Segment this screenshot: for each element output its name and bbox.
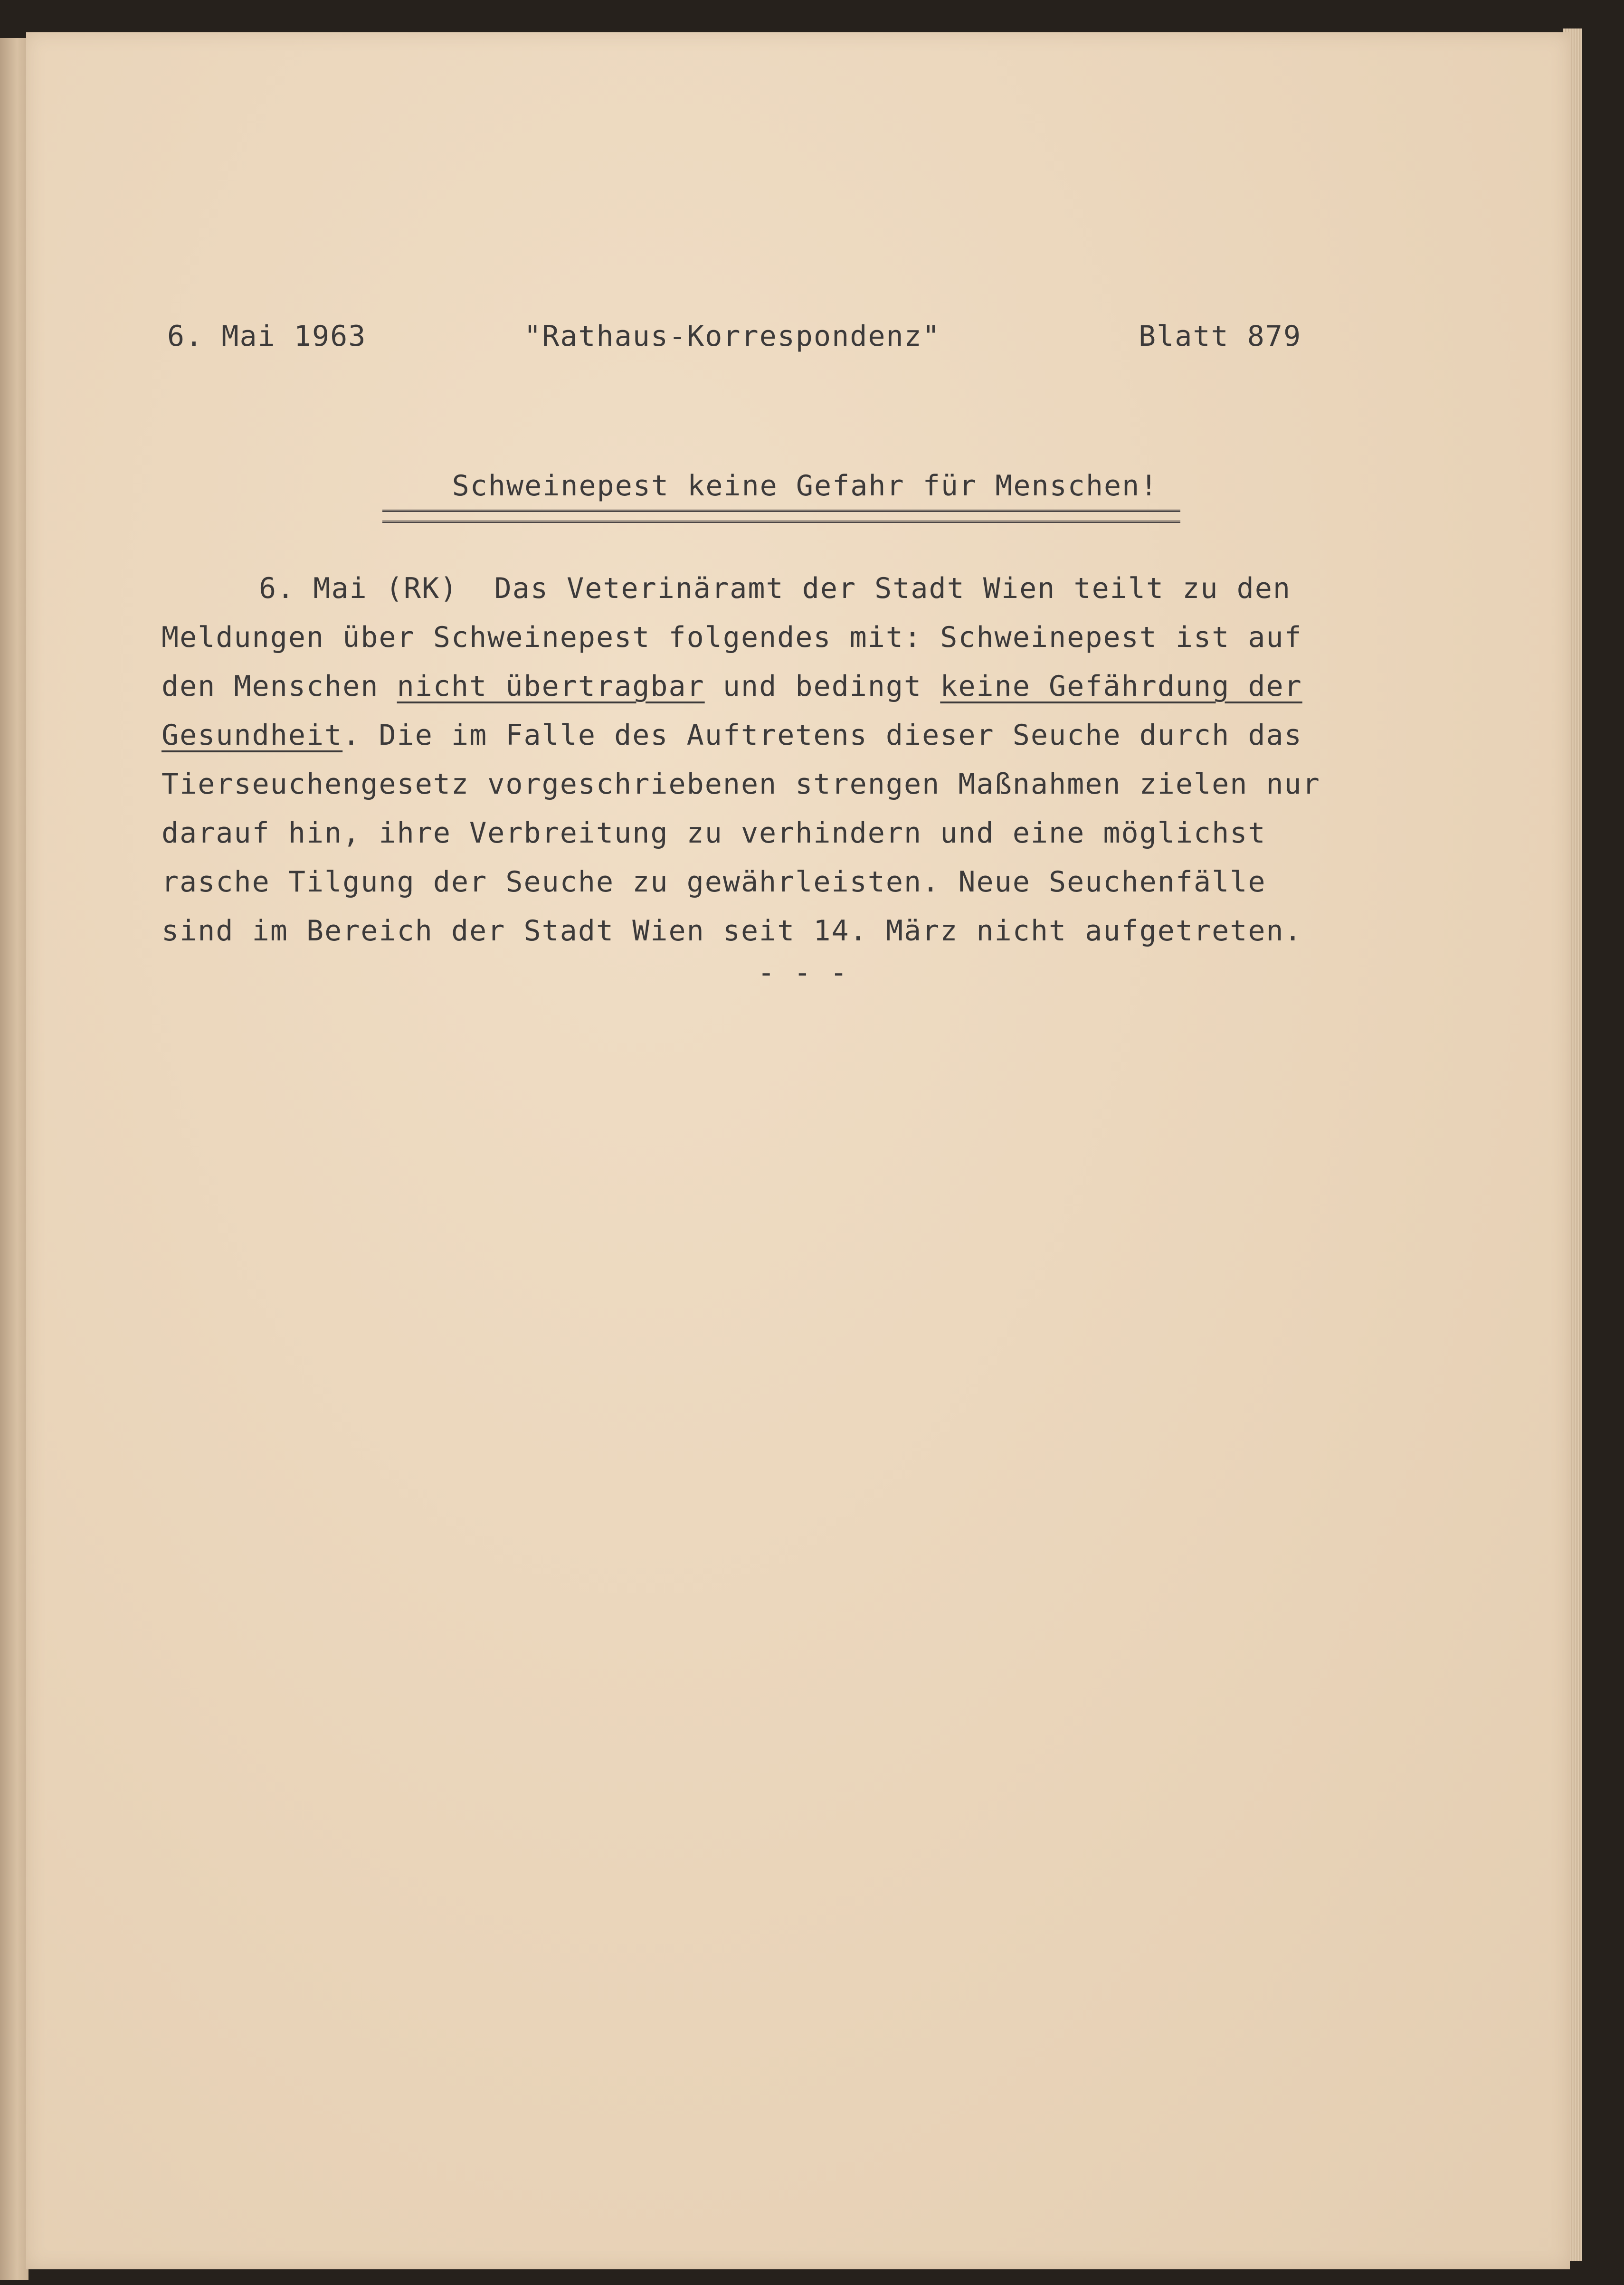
body-line-7: rasche Tilgung der Seuche zu gewährleisten. Neue Seuchenfälle bbox=[161, 865, 1266, 899]
body-line-8: sind im Bereich der Stadt Wien seit 14. März nicht aufgetreten. bbox=[161, 914, 1302, 948]
body-line-1: 6. Mai (RK) Das Veterinäramt der Stadt Wien teilt zu den bbox=[259, 572, 1292, 605]
article-headline: Schweinepest keine Gefahr für Menschen! bbox=[452, 469, 1159, 503]
body-line-5: Tierseuchengesetz vorgeschriebenen strengen Maßnahmen zielen nur bbox=[161, 768, 1320, 801]
end-mark: - - - bbox=[758, 956, 848, 989]
headline-double-rule bbox=[382, 510, 1180, 523]
header-publication: "Rathaus-Korrespondenz" bbox=[524, 320, 940, 353]
page-header bbox=[26, 320, 1570, 362]
header-sheet-number: Blatt 879 bbox=[1139, 320, 1302, 353]
article-body bbox=[161, 564, 1472, 956]
underlined-not-transmissible: nicht übertragbar bbox=[397, 670, 705, 703]
underlined-no-danger: keine Gefährdung der bbox=[940, 670, 1302, 703]
body-line-6: darauf hin, ihre Verbreitung zu verhindern und eine möglichst bbox=[161, 816, 1266, 850]
body-line-3-part-c: und bedingt bbox=[704, 670, 940, 703]
header-date: 6. Mai 1963 bbox=[167, 320, 367, 353]
body-line-4 bbox=[161, 711, 1472, 760]
underlined-health: Gesundheit bbox=[161, 719, 343, 752]
document-page bbox=[26, 32, 1570, 2269]
body-line-3-part-a: den Menschen bbox=[161, 670, 397, 703]
body-line-2: Meldungen über Schweinepest folgendes mit: Schweinepest ist auf bbox=[161, 621, 1302, 654]
left-page-edge bbox=[0, 38, 28, 2280]
body-line-4-part-b: . Die im Falle des Auftretens dieser Seuche durch das bbox=[342, 719, 1302, 752]
body-line-3 bbox=[161, 662, 1472, 711]
